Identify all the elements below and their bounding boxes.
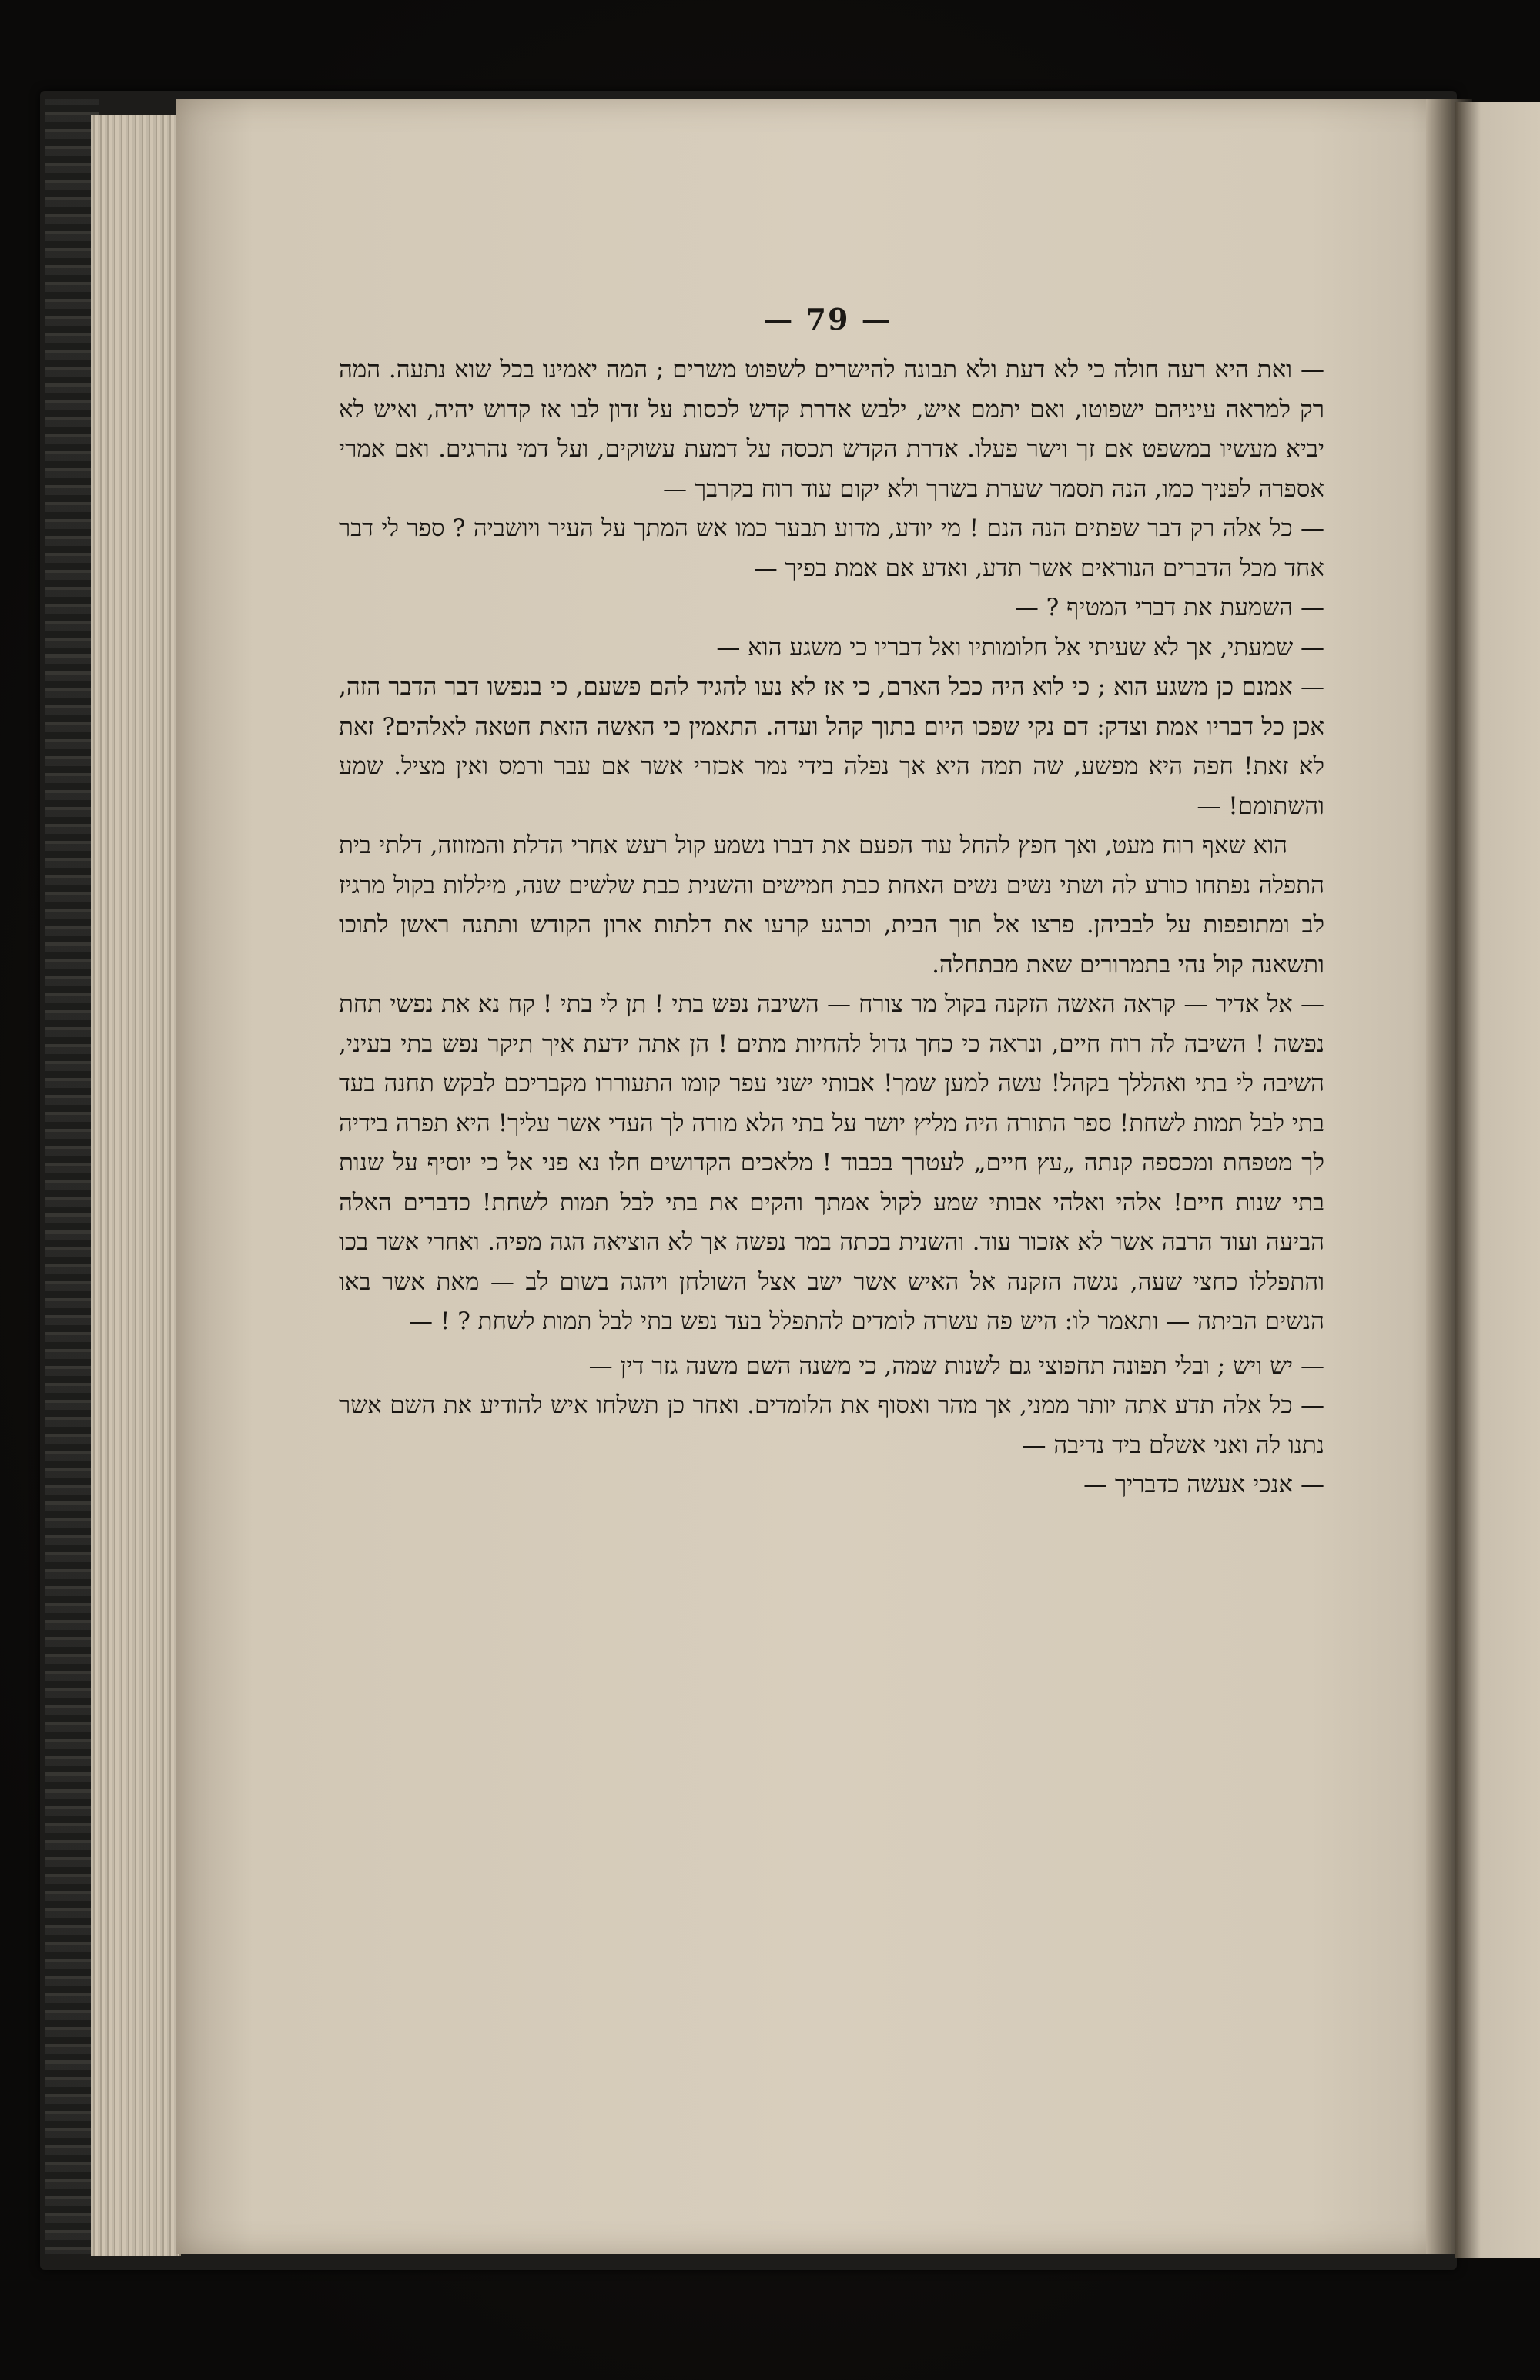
paragraph: — השמעת את דברי המטיף ? —	[1014, 594, 1324, 621]
paragraph: — שמעתי, אך לא שעיתי אל חלומותיו ואל דבריו כי משגע הוא —	[716, 633, 1324, 661]
paragraph: הוא שאף רוח מעט, ואך חפץ להחל עוד הפעם את דברו נשמע קול רעש אחרי הדלת והמזוזה, דלתי בית התפלה נפתחו כורע לה ושתי נשים נשים האחת כבת חמישים והשנית כבת שלשים שנה, מיללות בקול מרגיז לב ומתופפות על לבביהן. פרצו אל תוך הבית, וכרגע קרעו את דלתות ארון הקודש ותתנה ראשן לתוכו ותשאנה קול נהי בתמרורים שאת מבתחלה.	[339, 832, 1324, 979]
paragraph: — ואת היא רעה חולה כי לא דעת ולא תבונה להישרים לשפוט משרים ; המה יאמינו בכל שוא נתעה. המה רק למראה עיניהם ישפוטו, ואם יתמם איש, ילבש אדרת קדש לכסות על זדון לבו אז קדוש יהיה, ואיש לא יביא מעשיו במשפט אם זך וישר פעלו. אדרת הקדש תכסה על דמעת עשוקים, ועל דמי נהרגים. ואם אמרי אספרה לפניך כמו, הנה תסמר שערת בשרך ולא יקום עוד רוח בקרבך —	[339, 356, 1324, 503]
page-body	[339, 350, 1324, 2044]
paragraph: — כל אלה תדע אתה יותר ממני, אך מהר ואסוף את הלומדים. ואחר כן תשלחו איש להודיע את השם אשר נתנו לה ואני אשלם ביד נדיבה —	[339, 1391, 1325, 1459]
paragraph: — כל אלה רק דבר שפתים הנה הנם ! מי יודע, מדוע תבער כמו אש המתך על העיר ויושביה ? ספר לי דבר אחד מכל הדברים הנוראים אשר תדע, ואדע אם אמת בפיך —	[339, 514, 1324, 582]
facing-page-edge	[1455, 102, 1540, 2258]
paragraph: — אנכי אעשה כדבריך —	[1083, 1471, 1324, 1498]
page-edges	[91, 115, 181, 2256]
paragraph: — אמנם כן משגע הוא ; כי לוא היה ככל הארם, כי אז לא נעו להגיד להם פשעם, כי בנפשו דבר הדבר הזה, אכן כל דבריו אמת וצדק: דם נקי שפכו היום בתוך קהל ועדה. התאמין כי האשה הזאת חטאה לאלהים? זאת לא זאת! חפה היא מפשע, שה תמה היא אך נפלה בידי נמר אכזרי אשר אם עבר ורמס ואין מציל. שמע והשתומם! —	[339, 673, 1324, 820]
paragraph: — אל אדיר — קראה האשה הזקנה בקול מר צורח — השיבה נפש בתי ! תן לי בתי ! קח נא את נפשי תחת נפשה ! השיבה לה רוח חיים, ונראה כי כחך גדול להחיות מתים ! הן אתה ידעת איך תיקר נפש בתי בעיני, השיבה לי בתי ואהללך בקהל! עשה למען שמך! אבותי ישני עפר קומו התעוררו מקבריכם לבקש תחנה בעד בתי לבל תמות לשחת! ספר התורה היה מליץ יושר על בתי הלא מורה לך העדי אשר עליך! היא תפרה בידיה לך מטפחת ומכספה קנתה „עץ חיים„ לעטרך בכבוד ! מלאכים הקדושים חלו נא פני אל כי יוסיף על שנות בתי שנות חיים! אלהי ואלהי אבותי שמע לקול אמתך והקים את בתי לבל תמות לשחת! כדברים האלה הביעה ועוד הרבה אשר לא אזכור עוד. והשנית בכתה במר נפשה אך לא הוציאה הגה מפיה. ואחרי אשר בכו והתפללו כחצי שעה, נגשה הזקנה אל האיש אשר ישב אצל השולחן ויהגה בשום לב — מאת אשר באו הנשים הביתה — ותאמר לו: היש פה עשרה לומדים להתפלל בעד נפש בתי לבל תמות לשחת ? ! —	[339, 990, 1324, 1335]
page-number: — 79 —	[763, 302, 892, 336]
paragraph: — יש ויש ; ובלי תפונה תחפוצי גם לשנות שמה, כי משנה השם משנה גזר דין —	[588, 1351, 1324, 1380]
